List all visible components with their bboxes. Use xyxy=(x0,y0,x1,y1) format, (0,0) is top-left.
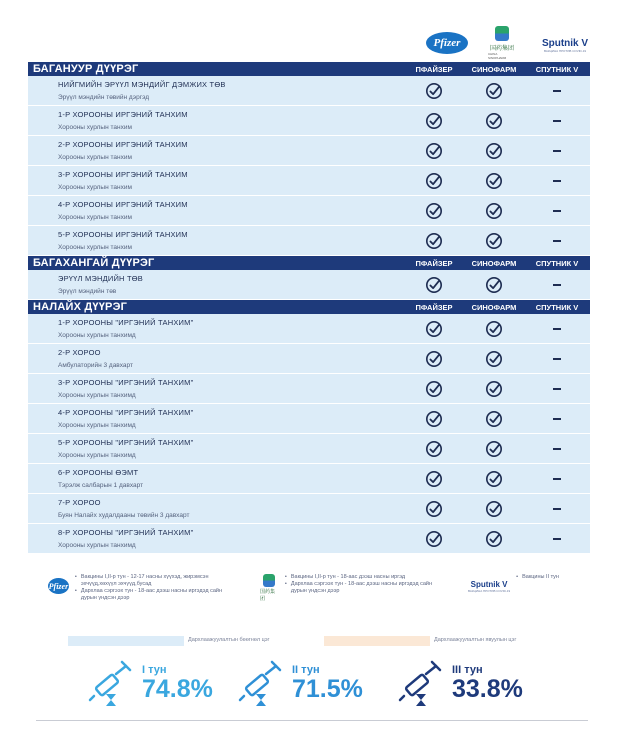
column-header: СИНОФАРМ xyxy=(471,302,517,312)
sino-availability xyxy=(464,166,524,195)
sputnik-availability xyxy=(524,196,590,225)
column-header: СИНОФАРМ xyxy=(471,64,517,74)
site-location: Хорооны хурлын танхимд xyxy=(58,422,136,429)
sino-availability xyxy=(464,524,524,553)
site-title: 6-Р ХОРООНЫ ӨЭМТ xyxy=(58,468,139,477)
dash-icon xyxy=(553,284,561,286)
table-row xyxy=(28,314,590,344)
dose-statistics xyxy=(0,656,626,712)
site-name xyxy=(28,464,404,493)
pfizer-availability xyxy=(404,524,464,553)
pfizer-availability xyxy=(404,374,464,403)
column-header: СПУТНИК V xyxy=(535,258,579,268)
dash-icon xyxy=(553,538,561,540)
sputnik-availability xyxy=(524,270,590,299)
dose-2-label: II тун xyxy=(292,664,320,676)
site-title: 5-Р ХОРООНЫ "ИРГЭНИЙ ТАНХИМ" xyxy=(58,438,194,447)
dash-icon xyxy=(553,150,561,152)
table-row xyxy=(28,404,590,434)
sputnik-availability xyxy=(524,404,590,433)
sputnik-logo-text: Sputnik V xyxy=(541,37,589,49)
dose-2-percent: 71.5% xyxy=(292,675,363,703)
syringe-icon xyxy=(396,658,446,708)
site-title: 2-Р ХОРОО xyxy=(58,348,101,357)
legend-covered-label: Дархлаажуулалтын бөөгнөл цэг xyxy=(188,637,270,643)
dash-icon xyxy=(553,328,561,330)
site-name xyxy=(28,524,404,553)
site-location: Амбулаторийн 3 давхарт xyxy=(58,362,133,369)
site-title: НИЙГМИЙН ЭРҮҮЛ МЭНДИЙГ ДЭМЖИХ ТӨВ xyxy=(58,80,226,89)
column-header: ПФАЙЗЕР xyxy=(415,258,453,268)
syringe-icon xyxy=(236,658,286,708)
pfizer-availability xyxy=(404,136,464,165)
section-title: НАЛАЙХ ДҮҮРЭГ xyxy=(33,301,128,313)
site-name xyxy=(28,314,404,343)
dose-1-label: I тун xyxy=(142,664,167,676)
section-header xyxy=(28,256,590,270)
site-location: Эрүүл мэндийн төв xyxy=(58,288,117,295)
check-circle-icon xyxy=(485,470,503,488)
check-circle-icon xyxy=(485,500,503,518)
dose-1-stat xyxy=(86,658,213,708)
pfizer-availability xyxy=(404,434,464,463)
site-location: Эрүүл мэндийн төвийн дэргэд xyxy=(58,94,150,101)
check-circle-icon xyxy=(425,410,443,428)
dash-icon xyxy=(553,358,561,360)
vaccine-logos xyxy=(0,26,626,62)
legend-uncovered-swatch xyxy=(324,636,430,646)
site-name xyxy=(28,76,404,105)
check-circle-icon xyxy=(425,82,443,100)
dash-icon xyxy=(553,90,561,92)
site-location: Хорооны хурлын танхимд xyxy=(58,542,136,549)
sino-availability xyxy=(464,434,524,463)
dash-icon xyxy=(553,240,561,242)
sinopharm-small-logo xyxy=(260,574,279,602)
check-circle-icon xyxy=(425,232,443,250)
table-row xyxy=(28,76,590,106)
sputnik-availability xyxy=(524,166,590,195)
column-header: СИНОФАРМ xyxy=(471,258,517,268)
sino-availability xyxy=(464,76,524,105)
pfizer-availability xyxy=(404,464,464,493)
sino-availability xyxy=(464,314,524,343)
site-location: Хорооны хурлын танхимд xyxy=(58,332,136,339)
table-row xyxy=(28,270,590,300)
pfizer-small-logo: Pfizer xyxy=(48,578,69,594)
site-title: 4-Р ХОРООНЫ ИРГЭНИЙ ТАНХИМ xyxy=(58,200,188,209)
vaccination-sites-table xyxy=(28,62,590,554)
dash-icon xyxy=(553,120,561,122)
sino-availability xyxy=(464,344,524,373)
sputnik-availability xyxy=(524,464,590,493)
check-circle-icon xyxy=(425,440,443,458)
pfizer-availability xyxy=(404,196,464,225)
check-circle-icon xyxy=(485,142,503,160)
sino-availability xyxy=(464,270,524,299)
pfizer-logo: Pfizer xyxy=(426,32,468,54)
table-row xyxy=(28,136,590,166)
sputnik-small-logo xyxy=(468,580,510,593)
check-circle-icon xyxy=(425,380,443,398)
check-circle-icon xyxy=(485,410,503,428)
site-name xyxy=(28,494,404,523)
table-row xyxy=(28,106,590,136)
check-circle-icon xyxy=(425,142,443,160)
sinopharm-logo-text: 国药集团 xyxy=(489,46,514,52)
pfizer-note-1: • Вакцины I,II-р тун - 12-17 насны хүүхэд, жирэмсэн эхчүүд,хөхүүл эхчүүд,бусад xyxy=(75,574,228,588)
site-title: 7-Р ХОРОО xyxy=(58,498,101,507)
sputnik-availability xyxy=(524,494,590,523)
check-circle-icon xyxy=(485,202,503,220)
pfizer-availability xyxy=(404,226,464,255)
check-circle-icon xyxy=(425,112,443,130)
sputnik-availability xyxy=(524,344,590,373)
check-circle-icon xyxy=(485,82,503,100)
table-row xyxy=(28,524,590,554)
site-title: 3-Р ХОРООНЫ ИРГЭНИЙ ТАНХИМ xyxy=(58,170,188,179)
check-circle-icon xyxy=(425,320,443,338)
dose-1-percent: 74.8% xyxy=(142,675,213,703)
sputnik-logo xyxy=(537,34,593,56)
section-title: БАГАХАНГАЙ ДҮҮРЭГ xyxy=(33,257,155,269)
site-location: Хорооны хурлын танхим xyxy=(58,184,132,191)
site-title: ЭРҮҮЛ МЭНДИЙН ТӨВ xyxy=(58,274,143,283)
column-header: ПФАЙЗЕР xyxy=(415,64,453,74)
sino-availability xyxy=(464,374,524,403)
table-row xyxy=(28,344,590,374)
pfizer-availability xyxy=(404,344,464,373)
sinopharm-logo-sub: CHINA SINOPHARM xyxy=(488,52,507,60)
sino-availability xyxy=(464,226,524,255)
site-title: 3-Р ХОРООНЫ "ИРГЭНИЙ ТАНХИМ" xyxy=(58,378,194,387)
dash-icon xyxy=(553,388,561,390)
site-name xyxy=(28,136,404,165)
dose-2-stat xyxy=(236,658,363,708)
column-header: ПФАЙЗЕР xyxy=(415,302,453,312)
sputnik-note-1: • Вакцины II тун xyxy=(516,574,559,581)
sino-availability xyxy=(464,464,524,493)
vaccine-footnotes xyxy=(28,572,590,612)
sputnik-small-text: Sputnik V xyxy=(470,580,508,589)
dose-3-label: III тун xyxy=(452,664,483,676)
check-circle-icon xyxy=(425,202,443,220)
section-header xyxy=(28,62,590,76)
check-circle-icon xyxy=(425,500,443,518)
table-row xyxy=(28,494,590,524)
check-circle-icon xyxy=(485,530,503,548)
site-location: Хорооны хурлын танхимд xyxy=(58,392,136,399)
site-title: 1-Р ХОРООНЫ "ИРГЭНИЙ ТАНХИМ" xyxy=(58,318,194,327)
sino-availability xyxy=(464,404,524,433)
site-location: Хорооны хурлын танхим xyxy=(58,124,132,131)
dash-icon xyxy=(553,478,561,480)
table-row xyxy=(28,434,590,464)
site-title: 2-Р ХОРООНЫ ИРГЭНИЙ ТАНХИМ xyxy=(58,140,188,149)
check-circle-icon xyxy=(485,112,503,130)
check-circle-icon xyxy=(485,350,503,368)
sino-availability xyxy=(464,494,524,523)
check-circle-icon xyxy=(425,530,443,548)
site-location: Хорооны хурлын танхим xyxy=(58,244,132,251)
sputnik-small-sub: ВАКЦИНА ПРОТИВ COVID-19 xyxy=(468,589,511,593)
pfizer-note-2: • Дархлаа сэргээх тун - 18-аас дээш насны иргэдэд сайн дурын үндсэн дээр xyxy=(75,588,228,602)
pfizer-footnote xyxy=(48,574,228,602)
sputnik-availability xyxy=(524,136,590,165)
site-name xyxy=(28,404,404,433)
table-row xyxy=(28,166,590,196)
site-name xyxy=(28,196,404,225)
pfizer-availability xyxy=(404,404,464,433)
pfizer-availability xyxy=(404,494,464,523)
dose-3-stat xyxy=(396,658,523,708)
sinopharm-logo xyxy=(488,26,516,60)
sinopharm-note-1: • Вакцины I,II-р тун - 18-аас дээш насны иргэд xyxy=(285,574,440,581)
sputnik-availability xyxy=(524,106,590,135)
dash-icon xyxy=(553,210,561,212)
sinopharm-small-mark-icon xyxy=(263,574,275,587)
legend-covered-swatch xyxy=(68,636,184,646)
section-title: БАГАНУУР ДҮҮРЭГ xyxy=(33,63,139,75)
column-header: СПУТНИК V xyxy=(535,302,579,312)
table-row xyxy=(28,374,590,404)
site-name xyxy=(28,434,404,463)
sputnik-availability xyxy=(524,434,590,463)
check-circle-icon xyxy=(425,276,443,294)
sino-availability xyxy=(464,106,524,135)
sputnik-footnote xyxy=(468,574,588,593)
site-name xyxy=(28,166,404,195)
site-location: Буян Налайх худалдааны төвийн 3 давхарт xyxy=(58,512,190,519)
sputnik-logo-sub: ВАКЦИНА ПРОТИВ COVID-19 xyxy=(543,48,587,53)
site-name xyxy=(28,270,404,299)
sputnik-availability xyxy=(524,76,590,105)
sputnik-availability xyxy=(524,314,590,343)
sinopharm-footnote xyxy=(260,574,440,602)
dash-icon xyxy=(553,448,561,450)
table-row xyxy=(28,196,590,226)
site-name xyxy=(28,374,404,403)
pfizer-availability xyxy=(404,106,464,135)
dash-icon xyxy=(553,180,561,182)
table-row xyxy=(28,226,590,256)
section-header xyxy=(28,300,590,314)
dose-3-percent: 33.8% xyxy=(452,675,523,703)
pfizer-availability xyxy=(404,314,464,343)
table-row xyxy=(28,464,590,494)
site-title: 8-Р ХОРООНЫ "ИРГЭНИЙ ТАНХИМ" xyxy=(58,528,194,537)
site-name xyxy=(28,106,404,135)
pfizer-availability xyxy=(404,76,464,105)
bottom-divider xyxy=(36,720,588,721)
syringe-icon xyxy=(86,658,136,708)
check-circle-icon xyxy=(485,276,503,294)
check-circle-icon xyxy=(485,320,503,338)
site-title: 1-Р ХОРООНЫ ИРГЭНИЙ ТАНХИМ xyxy=(58,110,188,119)
site-location: Хорооны хурлын танхимд xyxy=(58,452,136,459)
sinopharm-mark-icon xyxy=(495,26,509,41)
dash-icon xyxy=(553,508,561,510)
site-title: 5-Р ХОРООНЫ ИРГЭНИЙ ТАНХИМ xyxy=(58,230,188,239)
pfizer-availability xyxy=(404,270,464,299)
sputnik-availability xyxy=(524,226,590,255)
check-circle-icon xyxy=(425,470,443,488)
check-circle-icon xyxy=(485,172,503,190)
sino-availability xyxy=(464,196,524,225)
sino-availability xyxy=(464,136,524,165)
check-circle-icon xyxy=(485,232,503,250)
sinopharm-small-text: 国药集团 xyxy=(260,589,276,602)
check-circle-icon xyxy=(485,380,503,398)
site-location: Хорооны хурлын танхим xyxy=(58,214,132,221)
site-location: Тэрэлж салбарын 1 давхарт xyxy=(58,482,144,489)
sputnik-availability xyxy=(524,374,590,403)
site-name xyxy=(28,344,404,373)
check-circle-icon xyxy=(425,172,443,190)
site-name xyxy=(28,226,404,255)
check-circle-icon xyxy=(425,350,443,368)
legend-uncovered-label: Дархлаажуулалтын явуулын цэг xyxy=(434,637,517,643)
column-header: СПУТНИК V xyxy=(535,64,579,74)
sputnik-availability xyxy=(524,524,590,553)
site-title: 4-Р ХОРООНЫ "ИРГЭНИЙ ТАНХИМ" xyxy=(58,408,194,417)
check-circle-icon xyxy=(485,440,503,458)
legend xyxy=(0,636,626,648)
sinopharm-note-2: • Дархлаа сэргээх тун - 18-аас дээш насны иргэдэд сайн дурын үндсэн дээр xyxy=(285,581,440,595)
dash-icon xyxy=(553,418,561,420)
site-location: Хорооны хурлын танхим xyxy=(58,154,132,161)
pfizer-availability xyxy=(404,166,464,195)
